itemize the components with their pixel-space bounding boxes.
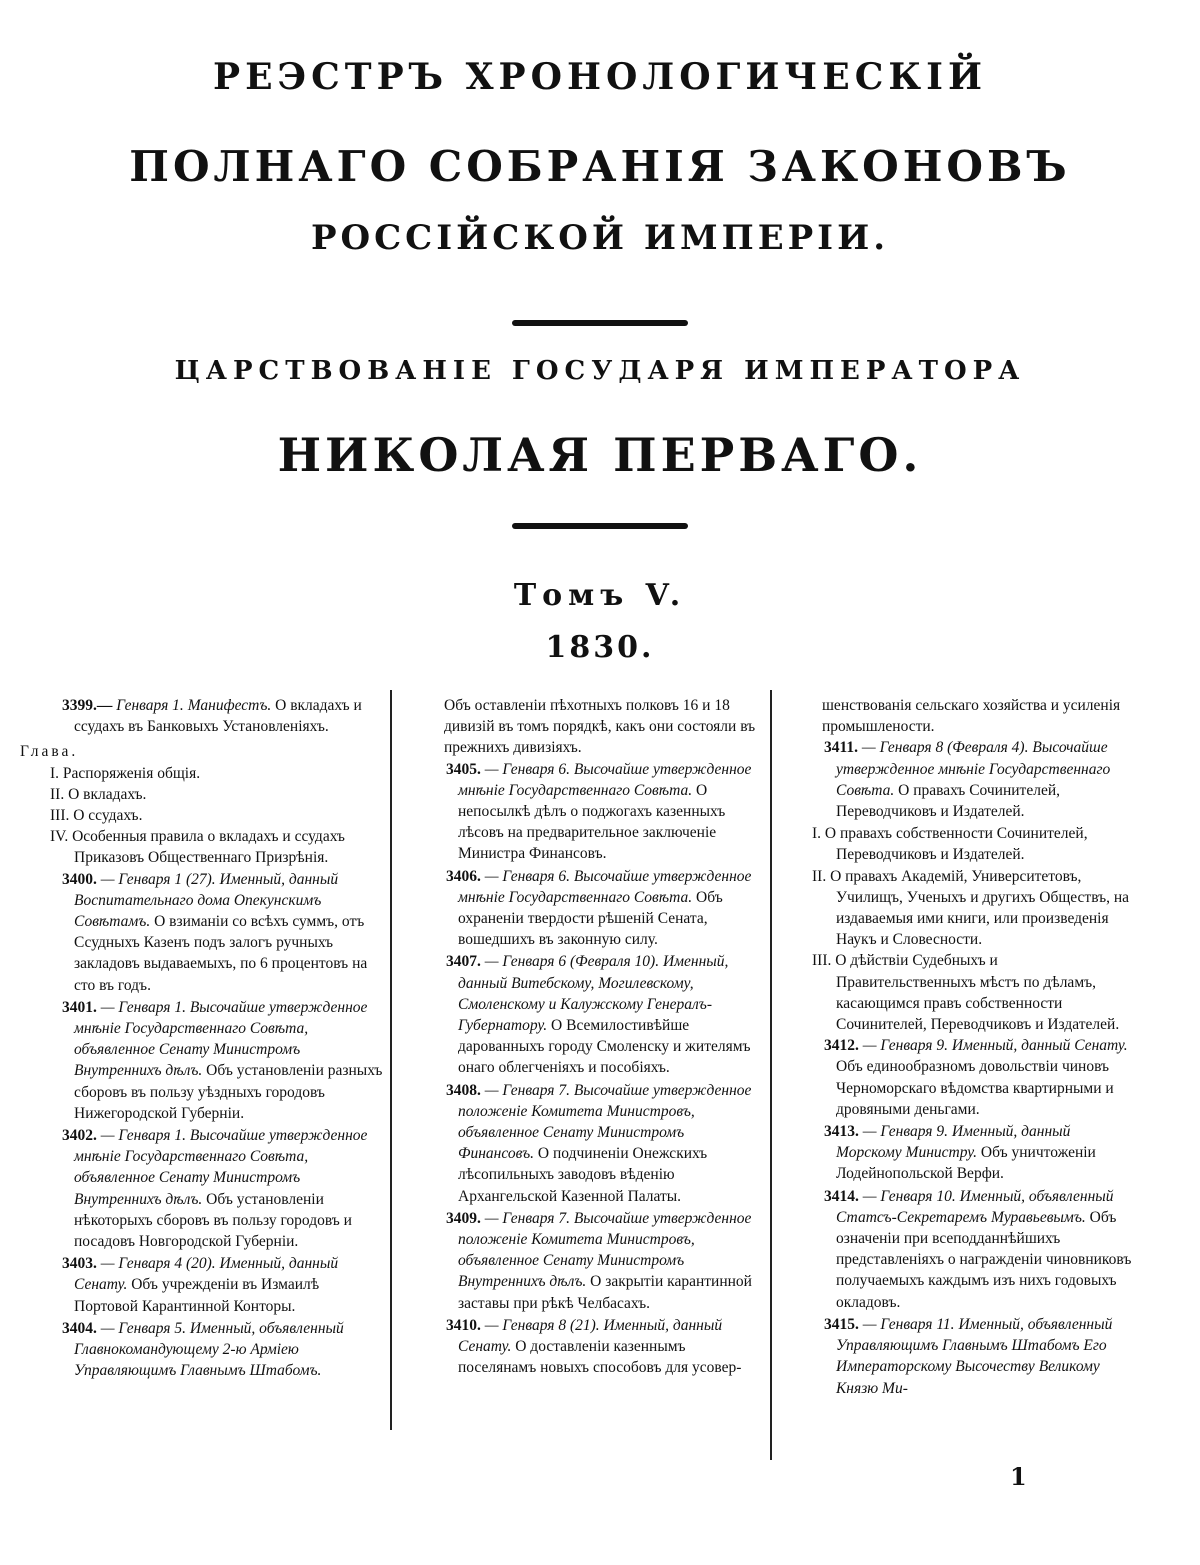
entry-3402 [20,1125,386,1252]
entry-text: Объ установленіи нѣкоторыхъ сборовъ въ пользу городовъ и посадовъ Новгородской Губерніи. [74,1190,352,1251]
entry-text: Объ единообразномъ довольствіи чиновъ Черноморскаго вѣдомства квартирными и дровяными деньгами. [836,1058,1114,1118]
chapter-item: III. О ссудахъ. [50,807,143,825]
entry-kind: Именный, данный Сенату. [951,1037,1128,1055]
chapter-label: Глава. [20,743,79,761]
ornamental-rule [512,320,688,326]
register-title: РЕЭСТРЪ ХРОНОЛОГИЧЕСКІЙ [213,56,987,98]
year-label: 1830. [545,630,655,665]
entry-text: Объ уничтоженіи Лодейнопольской Верфи. [836,1144,1096,1183]
entry-kind: Именный, данный Сенату. [74,1255,339,1294]
entry-3411 [782,737,1132,822]
column-divider [770,690,772,1460]
section-item: III. О дѣйствіи Судебныхъ и Правительственныхъ мѣстъ по дѣламъ, касающимся правъ собственности Сочинителей, Переводчиковъ и Издателей. [812,952,1120,1034]
chapter-item: I. Распоряженія общія. [50,764,201,782]
chapter-item: II. О вкладахъ. [50,785,147,803]
entry-kind: Именный, данный Воспитательнаго дома Опекунскимъ Совѣтамъ. [74,870,339,931]
page-number: 1 [1010,1462,1027,1491]
entry-number: 3399.— [62,697,113,714]
entry-date: — Генваря 10. [862,1187,956,1205]
entry-3404 [20,1318,386,1382]
entry-text: О правахъ Сочинителей, Переводчиковъ и Издателей. [836,781,1060,821]
entry-kind: Высочайше утвержденное мнѣніе Государственнаго Совѣта, объявленное Сенату Министромъ Внутреннихъ дѣлъ. [74,1127,368,1208]
entry-date: — Генваря 6. [484,760,570,778]
entry-3413 [782,1121,1132,1185]
entry-3401 [20,997,386,1124]
entry-text: О доставленіи казеннымъ поселянамъ новыхъ способовъ для усовер- [458,1338,742,1377]
entry-date: — Генваря 5. [100,1319,186,1337]
entry-3412 [782,1035,1132,1120]
entry-date: Генваря 1. [116,697,184,714]
entry-date: — Генваря 8 (Февраля 4). [861,739,1029,757]
entry-kind: Именный, объявленный Главнокомандующему 2-ю Арміею Управляющимъ Главнымъ Штабомъ. [74,1319,344,1380]
column-divider [390,690,392,1430]
continued-text: шенствованія сельскаго хозяйства и усиленія промышлености. [822,697,1121,736]
entry-3406 [404,866,764,951]
entry-3405 [404,759,764,865]
entry-number: 3411. [824,739,859,757]
entry-date: — Генваря 6. [484,867,570,885]
entry-number: 3400. [62,870,97,888]
ornamental-rule [512,523,688,529]
entry-number: 3413. [824,1123,859,1141]
entry-3408 [404,1080,764,1207]
entry-kind: Высочайше утвержденное мнѣніе Государственнаго Совѣта. [458,867,752,906]
entry-date: — Генваря 1 (27). [100,870,216,888]
entry-number: 3404. [62,1319,97,1337]
entry-date: — Генваря 7. [484,1081,570,1099]
entry-date: — Генваря 8 (21). [484,1316,600,1334]
entry-kind: Именный, данный Сенату. [458,1316,723,1356]
entry-3399 [20,695,386,737]
entry-number: 3403. [62,1255,97,1273]
entry-3400 [20,869,386,996]
entry-3415 [782,1314,1132,1399]
entry-text: Объ означеніи при всеподданнѣйшихъ представленіяхъ о награжденіи чиновниковъ получаемыхъ каждымъ изъ нихъ годовыхъ окладовъ. [836,1208,1132,1311]
entry-3407 [404,951,764,1078]
column-3 [782,695,1132,1400]
entry-kind: Высочайше утвержденное мнѣніе Государственнаго Совѣта, объявленное Сенату Министромъ Внутреннихъ дѣлъ. [74,998,368,1080]
entry-text: Объ установленіи разныхъ сборовъ въ пользу уѣздныхъ городовъ Нижегородской Губерніи. [74,1062,383,1122]
entry-text: О взиманіи со всѣхъ суммъ, отъ Ссудныхъ Казенъ подъ залогъ ручныхъ закладовъ выдаваемыхъ, по 6 процентовъ на сто въ годъ. [74,913,368,994]
entry-text: О Всемилостивѣйше дарованныхъ городу Смоленску и жителямъ онаго облегченіяхъ и пособіяхъ. [458,1017,751,1077]
entry-number: 3408. [446,1081,481,1099]
reign-heading: ЦАРСТВОВАНІЕ ГОСУДАРЯ ИМПЕРАТОРА [174,356,1026,386]
entry-kind: Манифестъ. [187,697,272,714]
chapter-item: IV. Особенныя правила о вкладахъ и ссудахъ Приказовъ Общественнаго Призрѣнія. [50,828,345,867]
entry-kind: Высочайше утвержденное мнѣніе Государственнаго Совѣта. [458,760,752,799]
entry-text: О непосылкѣ дѣлъ о поджогахъ казенныхъ лѣсовъ на предварительное заключеніе Министра Финансовъ. [458,781,726,863]
continued-text: Объ оставленіи пѣхотныхъ полковъ 16 и 18 дивизій въ томъ порядкѣ, какъ они состояли въ прежнихъ дивизіяхъ. [444,697,756,757]
column-1 [20,695,386,1383]
entry-number: 3402. [62,1127,97,1145]
entry-date: — Генваря 9. [862,1123,948,1141]
volume-label: Томъ V. [513,578,687,613]
entry-date: — Генваря 7. [484,1209,570,1227]
entry-number: 3412. [824,1037,859,1055]
entry-number: 3406. [446,867,481,885]
entry-kind: Именный, объявленный Статсъ-Секретаремъ Муравьевымъ. [836,1187,1114,1226]
entry-kind: Именный, данный Морскому Министру. [836,1123,1071,1162]
entry-3414 [782,1186,1132,1313]
entry-date: — Генваря 9. [862,1037,948,1055]
entry-number: 3401. [62,998,97,1016]
entry-text: О подчиненіи Онежскихъ лѣсопильныхъ заводовъ вѣденію Архангельской Казенной Палаты. [458,1145,708,1205]
empire-title: РОССІЙСКОЙ ИМПЕРІИ. [310,218,890,258]
entry-text: Объ охраненіи твердости рѣшеній Сената, вошедшихъ въ законную силу. [458,888,723,949]
entry-kind: Именный, объявленный Управляющимъ Главнымъ Штабомъ Его Императорскому Высочеству Великому Князю Ми- [836,1315,1113,1397]
entry-kind: Высочайше утвержденное положеніе Комитета Министровъ, объявленное Сенату Министромъ Финансовъ. [458,1081,752,1163]
entry-3403 [20,1253,386,1317]
entry-number: 3410. [446,1316,481,1334]
emperor-name: НИКОЛАЯ ПЕРВАГО. [277,428,923,482]
column-2 [404,695,764,1380]
entry-3410 [404,1315,764,1379]
entry-number: 3415. [824,1315,859,1333]
entry-text: Объ учрежденіи въ Измаилѣ Портовой Карантинной Конторы. [74,1276,320,1315]
entry-date: — Генваря 1. [100,998,186,1016]
entry-number: 3405. [446,760,481,778]
entry-date: — Генваря 4 (20). [100,1255,216,1273]
entry-3409 [404,1208,764,1314]
entry-kind: Именный, данный Витебскому, Могилевскому, Смоленскому и Калужскому Генералъ-Губернатору. [458,953,729,1035]
entry-number: 3414. [824,1187,859,1205]
entry-date: — Генваря 11. [862,1315,955,1333]
entry-text: О закрытіи карантинной заставы при рѣкѣ Челбасахъ. [458,1273,752,1312]
section-item: I. О правахъ собственности Сочинителей, Переводчиковъ и Издателей. [812,825,1088,864]
entry-date: — Генваря 6 (Февраля 10). [484,953,660,971]
collection-title: ПОЛНАГО СОБРАНІЯ ЗАКОНОВЪ [129,142,1071,191]
entry-number: 3407. [446,953,481,971]
entry-text: О вкладахъ и ссудахъ въ Банковыхъ Установленіяхъ. [74,697,362,736]
entry-kind: Высочайше утвержденное мнѣніе Государственнаго Совѣта. [836,739,1111,799]
entry-number: 3409. [446,1209,481,1227]
section-item: II. О правахъ Академій, Университетовъ, Училищъ, Ученыхъ и другихъ Обществъ, на издаваемыя ими книги, или произведенія Наукъ и Словесности. [812,867,1130,949]
entry-date: — Генваря 1. [100,1127,186,1145]
entry-kind: Высочайше утвержденное положеніе Комитета Министровъ, объявленное Сенату Министромъ Внутреннихъ дѣлъ. [458,1209,752,1291]
